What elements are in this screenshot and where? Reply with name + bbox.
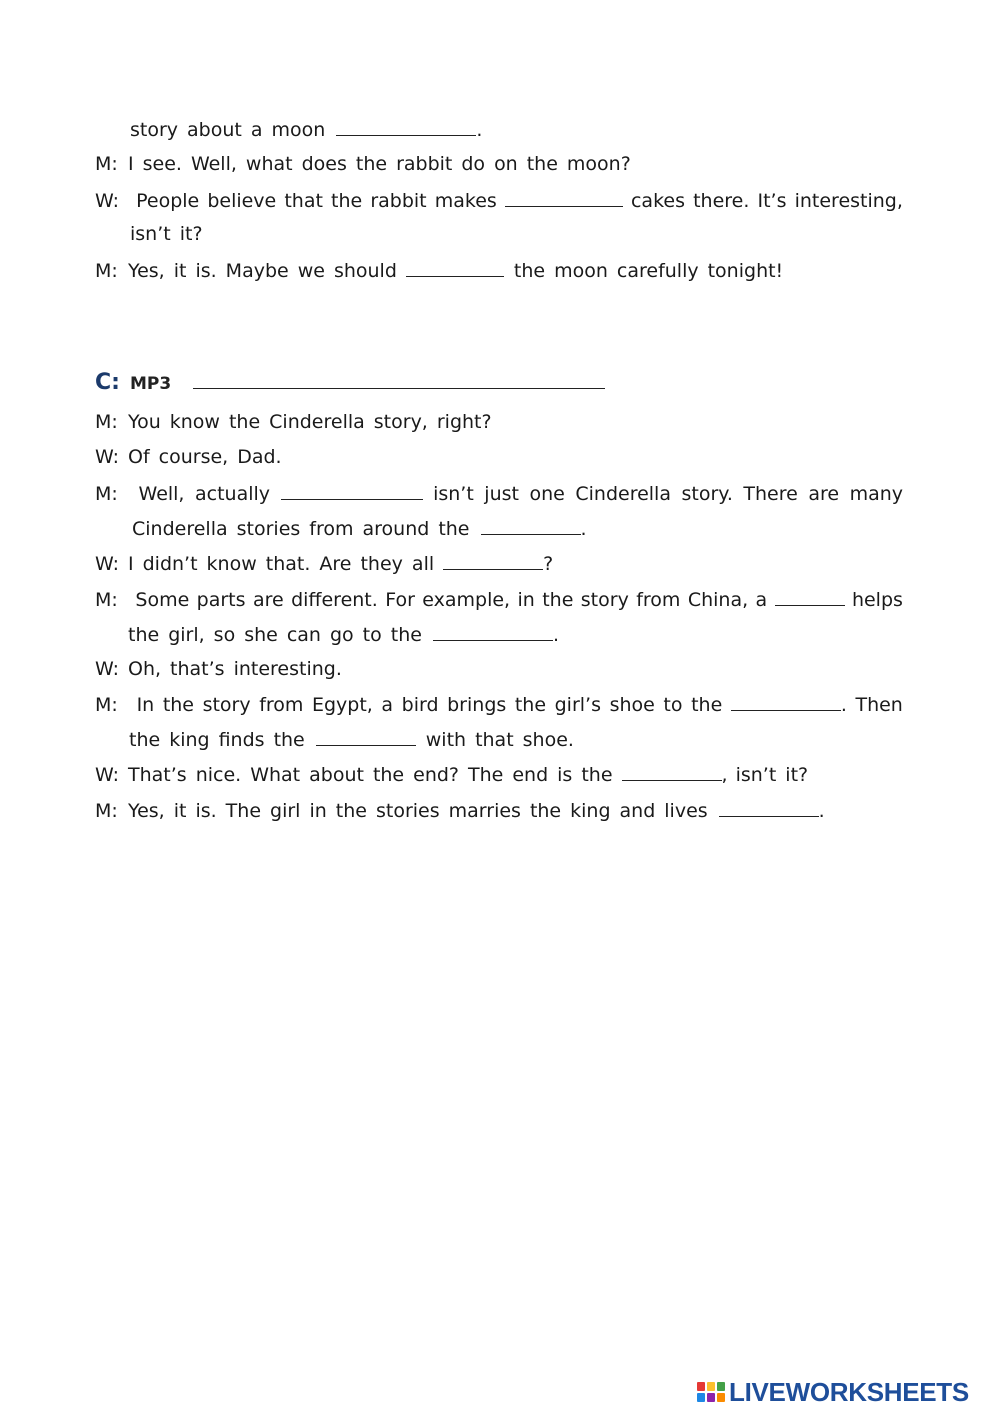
word: For — [385, 589, 415, 611]
punctuation: . — [818, 800, 825, 822]
word: Well, — [190, 153, 237, 175]
word: stories — [375, 800, 440, 822]
word: Then — [855, 694, 903, 716]
word: story — [130, 119, 179, 141]
word: should — [333, 260, 397, 282]
word: the — [526, 153, 558, 175]
speaker-label: M: — [95, 260, 118, 282]
word: makes — [434, 190, 497, 212]
word: interesting, — [794, 190, 903, 212]
dialogue-line — [95, 657, 903, 681]
logo-block — [707, 1382, 715, 1391]
blank-group — [731, 692, 847, 717]
word: the — [355, 153, 388, 175]
word: isn’t — [735, 764, 777, 786]
speaker-label: M: — [95, 153, 118, 175]
speaker-label: W: — [95, 764, 120, 786]
answer-blank[interactable] — [406, 258, 504, 277]
punctuation: , — [721, 764, 728, 786]
word: the — [513, 260, 546, 282]
dialogue-line-continuation — [132, 516, 905, 541]
speaker-label: W: — [95, 446, 120, 468]
word: Maybe — [225, 260, 289, 282]
word: the — [691, 694, 723, 716]
word: Cinderella — [269, 411, 365, 433]
word: interesting. — [233, 658, 342, 680]
word: end — [512, 764, 549, 786]
word: go — [329, 624, 354, 646]
word: I — [128, 153, 134, 175]
word: about — [309, 764, 364, 786]
word: course, — [158, 446, 229, 468]
word: are — [808, 483, 840, 505]
word: nice. — [195, 764, 242, 786]
word: rabbit — [396, 153, 453, 175]
word: the — [335, 800, 367, 822]
word: the — [129, 729, 161, 751]
word: is — [557, 764, 573, 786]
mp3-label: MP3 — [129, 374, 172, 394]
answer-blank[interactable] — [281, 481, 423, 500]
word: the — [273, 729, 305, 751]
word: moon? — [566, 153, 631, 175]
word: In — [136, 694, 155, 716]
word: Oh, — [128, 658, 162, 680]
speaker-label: M: — [95, 483, 118, 505]
dialogue-line — [95, 188, 903, 213]
answer-blank[interactable] — [775, 587, 845, 606]
logo-block — [707, 1393, 715, 1402]
word: can — [286, 624, 321, 646]
word: isn’t — [130, 223, 171, 245]
dialogue-line — [95, 762, 903, 787]
dialogue-line — [95, 587, 903, 612]
word: it — [173, 260, 187, 282]
word: story — [580, 589, 629, 611]
title-answer-blank[interactable] — [193, 370, 605, 389]
liveworksheets-logo — [697, 1377, 969, 1407]
word: to — [663, 694, 683, 716]
answer-blank[interactable] — [443, 551, 543, 570]
word: is. — [195, 800, 217, 822]
word: the — [372, 764, 405, 786]
word: that. — [265, 553, 311, 575]
word: from — [259, 694, 304, 716]
word: carefully — [616, 260, 699, 282]
word: parts — [196, 589, 246, 611]
word: Yes, — [128, 800, 165, 822]
word: Cinderella — [132, 518, 228, 540]
dialogue-line-continuation — [128, 622, 901, 647]
dialogue-line-story-about-moon — [130, 117, 903, 142]
word: Are — [319, 553, 352, 575]
word: that — [475, 729, 514, 751]
word: girl’s — [554, 694, 601, 716]
word: story. — [681, 483, 733, 505]
punctuation: ? — [543, 553, 554, 575]
word: bird — [401, 694, 439, 716]
word: around — [362, 518, 430, 540]
word: stories — [236, 518, 301, 540]
answer-blank[interactable] — [719, 798, 819, 817]
dialogue-line — [95, 410, 903, 434]
word: lives — [664, 800, 708, 822]
dialogue-line — [95, 692, 903, 717]
word: king — [570, 800, 611, 822]
word: China, — [687, 589, 749, 611]
word: a — [381, 694, 394, 716]
word: story, — [373, 411, 428, 433]
dialogue-line — [95, 445, 903, 469]
word: are — [252, 589, 284, 611]
logo-blocks-icon — [697, 1382, 725, 1402]
word: girl, — [168, 624, 205, 646]
word: example, — [422, 589, 511, 611]
word: That’s — [128, 764, 187, 786]
logo-block — [717, 1393, 725, 1402]
word: end? — [413, 764, 460, 786]
word: in — [309, 800, 327, 822]
word: brings — [447, 694, 507, 716]
word: different. — [291, 589, 378, 611]
word: and — [619, 800, 656, 822]
word: it? — [785, 764, 809, 786]
word: a — [250, 119, 263, 141]
word: Some — [135, 589, 190, 611]
word: in — [517, 589, 535, 611]
word: shoe — [609, 694, 655, 716]
dialogue-line — [95, 481, 903, 506]
speaker-label: M: — [95, 589, 118, 611]
word: I — [128, 553, 134, 575]
word: helps — [851, 589, 903, 611]
word: know — [169, 411, 220, 433]
answer-blank[interactable] — [505, 188, 623, 207]
punctuation: . — [476, 119, 483, 141]
word: she — [244, 624, 278, 646]
word: king — [169, 729, 210, 751]
word: all — [411, 553, 435, 575]
logo-block — [717, 1382, 725, 1391]
speaker-label: M: — [95, 800, 118, 822]
dialogue-line-continuation — [130, 222, 903, 246]
word: Yes, — [128, 260, 165, 282]
word: the — [438, 518, 470, 540]
word: Well, — [138, 483, 185, 505]
word: that — [284, 190, 323, 212]
word: It’s — [757, 190, 787, 212]
word: what — [245, 153, 293, 175]
punctuation: . — [840, 694, 847, 716]
word: Egypt, — [311, 694, 373, 716]
section-c-header — [95, 370, 605, 398]
answer-blank[interactable] — [433, 622, 553, 641]
word: it — [173, 800, 187, 822]
word: the — [390, 624, 422, 646]
word: it? — [179, 223, 203, 245]
word: the — [514, 694, 547, 716]
word: marries — [448, 800, 521, 822]
word: right? — [436, 411, 492, 433]
dialogue-line — [95, 551, 903, 576]
speaker-label: W: — [95, 553, 120, 575]
speaker-label: M: — [95, 411, 118, 433]
word: didn’t — [142, 553, 198, 575]
word: finds — [218, 729, 265, 751]
word: rabbit — [370, 190, 427, 212]
word: one — [529, 483, 565, 505]
punctuation: . — [552, 624, 559, 646]
logo-block — [697, 1393, 705, 1402]
word: know — [206, 553, 257, 575]
word: on — [494, 153, 518, 175]
word: just — [484, 483, 519, 505]
dialogue-line-continuation — [129, 727, 902, 752]
word: cakes — [630, 190, 685, 212]
word: so — [213, 624, 236, 646]
word: believe — [207, 190, 277, 212]
word: we — [297, 260, 325, 282]
word: from — [636, 589, 681, 611]
word: story — [202, 694, 251, 716]
speaker-label: M: — [95, 694, 118, 716]
word: many — [849, 483, 903, 505]
answer-blank[interactable] — [336, 117, 476, 136]
punctuation: . — [580, 518, 587, 540]
word: from — [309, 518, 354, 540]
answer-blank[interactable] — [481, 516, 581, 535]
word: do — [461, 153, 486, 175]
word: The — [468, 764, 504, 786]
word: tonight! — [707, 260, 784, 282]
dialogue-line — [95, 798, 903, 823]
word: You — [128, 411, 161, 433]
answer-blank[interactable] — [316, 727, 416, 746]
word: with — [425, 729, 467, 751]
word: moon — [554, 260, 608, 282]
word: There — [743, 483, 798, 505]
section-letter: C: — [95, 370, 120, 395]
word: the — [162, 694, 194, 716]
word: the — [128, 624, 160, 646]
word: they — [360, 553, 403, 575]
word: the — [228, 411, 261, 433]
word: Of — [128, 446, 150, 468]
word: People — [136, 190, 200, 212]
answer-blank[interactable] — [622, 762, 722, 781]
dialogue-line — [95, 258, 903, 283]
word: What — [250, 764, 301, 786]
word: about — [187, 119, 242, 141]
speaker-label: W: — [95, 190, 120, 212]
word: the — [581, 764, 613, 786]
word: does — [301, 153, 347, 175]
word: Dad. — [237, 446, 282, 468]
word: moon — [271, 119, 326, 141]
word: shoe. — [522, 729, 574, 751]
logo-text: LIVEWORKSHEETS — [729, 1376, 969, 1407]
word: the — [331, 190, 363, 212]
word: girl — [270, 800, 301, 822]
word: Cinderella — [575, 483, 671, 505]
word: that’s — [170, 658, 225, 680]
word: a — [755, 589, 768, 611]
answer-blank[interactable] — [731, 692, 841, 711]
word: see. — [142, 153, 182, 175]
word: is. — [195, 260, 217, 282]
word: there. — [693, 190, 750, 212]
word: the — [542, 589, 574, 611]
logo-block — [697, 1382, 705, 1391]
word: actually — [195, 483, 271, 505]
dialogue-line — [95, 152, 903, 176]
word: The — [225, 800, 262, 822]
speaker-label: W: — [95, 658, 120, 680]
word: the — [529, 800, 562, 822]
word: isn’t — [433, 483, 474, 505]
word: to — [362, 624, 382, 646]
